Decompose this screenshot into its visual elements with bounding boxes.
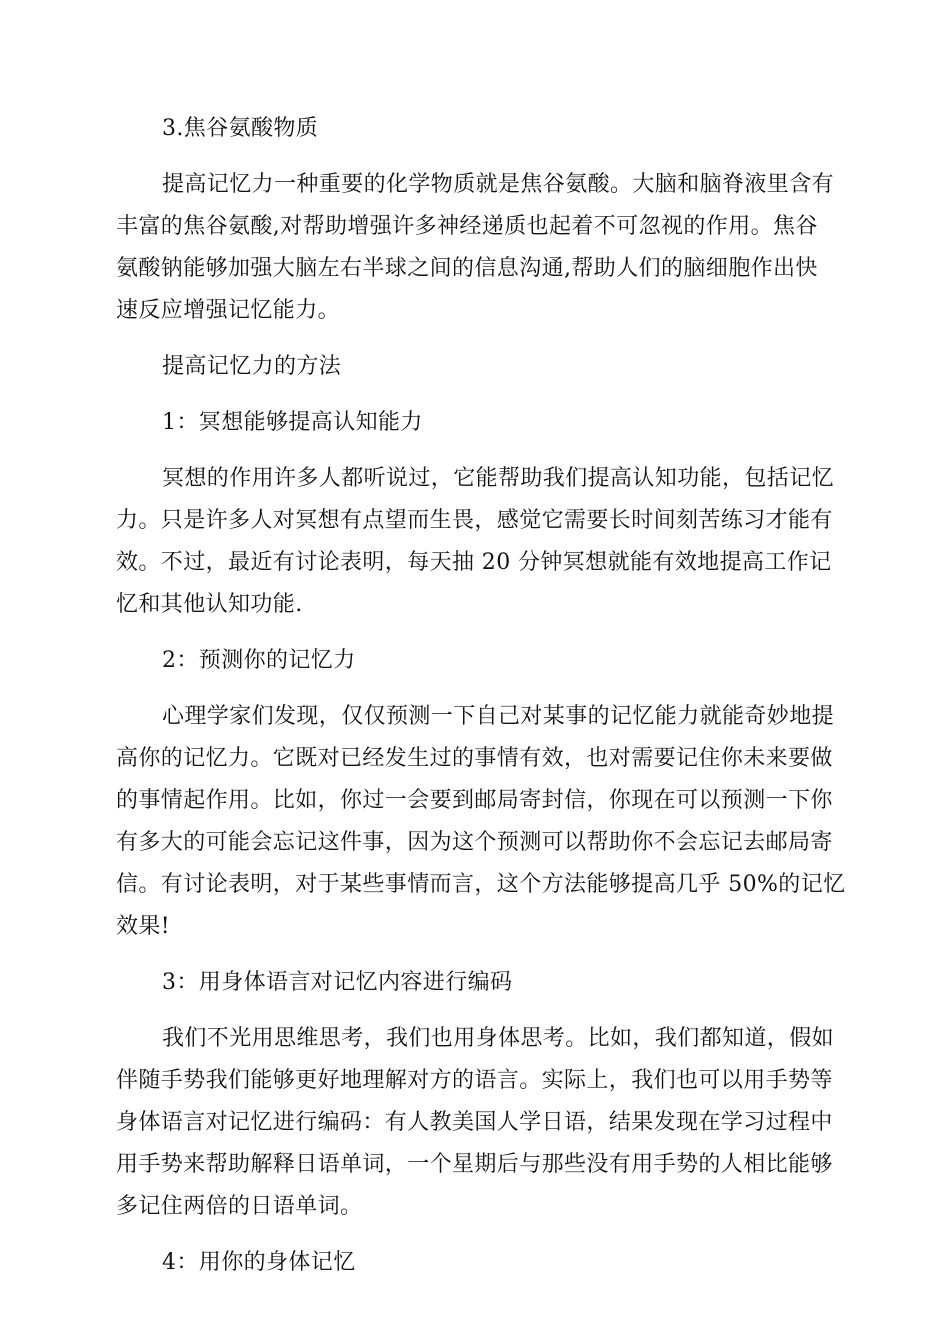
paragraph-line: 身体语言对记忆进行编码：有人教美国人学日语，结果发现在学习过程中 (116, 1110, 833, 1135)
section-heading-glutamate: 3.焦谷氨酸物质 (162, 116, 319, 141)
paragraph-line: 的事情起作用。比如，你过一会要到邮局寄封信，你现在可以预测一下你 (116, 788, 833, 813)
paragraph-line: 心理学家们发现，仅仅预测一下自己对某事的记忆能力就能奇妙地提 (162, 704, 835, 729)
paragraph-line: 用手势来帮助解释日语单词，一个星期后与那些没有用手势的人相比能够 (116, 1152, 833, 1177)
section-heading-body-language: 3：用身体语言对记忆内容进行编码 (162, 970, 513, 995)
paragraph-line: 效果! (116, 914, 171, 939)
paragraph-line: 有多大的可能会忘记这件事，因为这个预测可以帮助你不会忘记去邮局寄 (116, 830, 833, 855)
paragraph-line: 丰富的焦谷氨酸,对帮助增强许多神经递质也起着不可忽视的作用。焦谷 (116, 214, 818, 239)
paragraph-line: 伴随手势我们能够更好地理解对方的语言。实际上，我们也可以用手势等 (116, 1068, 833, 1093)
paragraph-glutamate (116, 164, 836, 332)
paragraph-line: 效。不过，最近有讨论表明，每天抽 20 分钟冥想就能有效地提高工作记 (116, 550, 832, 575)
paragraph-line: 我们不光用思维思考，我们也用身体思考。比如，我们都知道，假如 (162, 1026, 835, 1051)
paragraph-line: 速反应增强记忆能力。 (116, 298, 341, 323)
section-heading-predict: 2：预测你的记忆力 (162, 648, 356, 673)
section-heading-body-memory: 4：用你的身体记忆 (162, 1250, 356, 1275)
document-body (116, 108, 846, 1284)
paragraph-line: 冥想的作用许多人都听说过，它能帮助我们提高认知功能，包括记忆 (162, 466, 835, 491)
section-heading-meditation: 1：冥想能够提高认知能力 (162, 410, 423, 435)
paragraph-line: 提高记忆力一种重要的化学物质就是焦谷氨酸。大脑和脑脊液里含有 (162, 172, 835, 197)
paragraph-line: 多记住两倍的日语单词。 (116, 1194, 363, 1219)
paragraph-predict (116, 696, 846, 948)
paragraph-meditation (116, 458, 836, 626)
paragraph-line: 高你的记忆力。它既对已经发生过的事情有效，也对需要记住你未来要做 (116, 746, 833, 771)
section-heading-methods: 提高记忆力的方法 (162, 354, 342, 379)
paragraph-line: 忆和其他认知功能. (116, 592, 303, 617)
paragraph-body-language (116, 1018, 836, 1228)
paragraph-line: 力。只是许多人对冥想有点望而生畏，感觉它需要长时间刻苦练习才能有 (116, 508, 833, 533)
paragraph-line: 信。有讨论表明，对于某些事情而言，这个方法能够提高几乎 50%的记忆 (116, 872, 846, 897)
paragraph-line: 氨酸钠能够加强大脑左右半球之间的信息沟通,帮助人们的脑细胞作出快 (116, 256, 818, 281)
